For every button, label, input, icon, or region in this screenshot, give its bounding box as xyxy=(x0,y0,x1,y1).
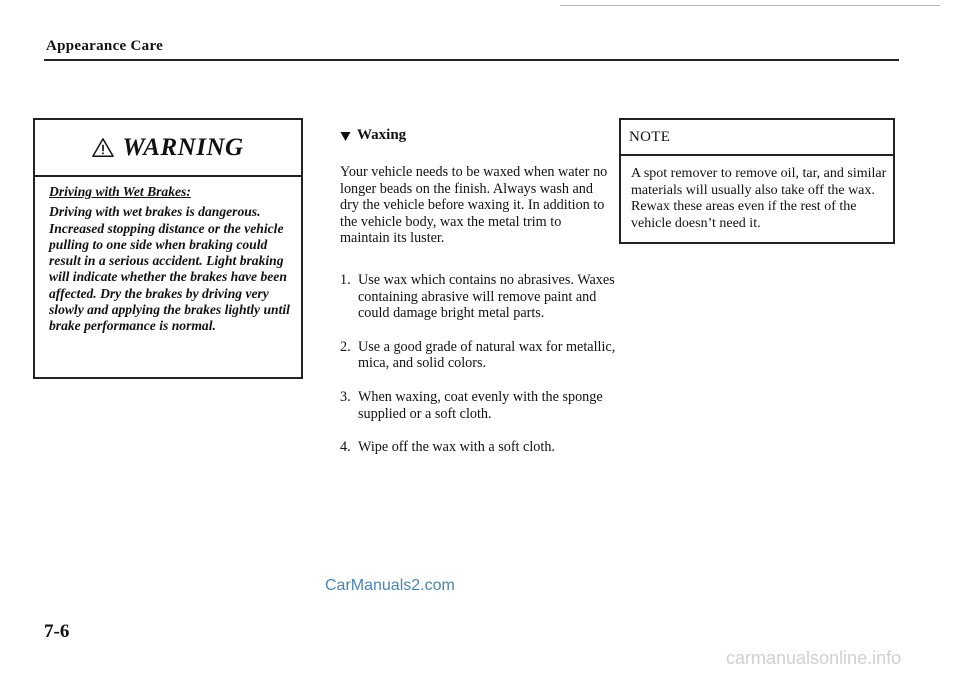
note-title: NOTE xyxy=(621,120,893,156)
warning-title: WARNING xyxy=(122,133,244,161)
footer-watermark: carmanualsonline.info xyxy=(726,648,902,668)
step-number: 2. xyxy=(340,338,351,355)
page-number: 7-6 xyxy=(44,621,70,642)
waxing-heading-label: Waxing xyxy=(357,127,407,143)
waxing-intro: Your vehicle needs to be waxed when water no longer beads on the finish. Always wash and dry the vehicle before waxing it. In addition to the vehicle body, wax the metal trim to maintain its luster. xyxy=(340,164,608,247)
triangle-down-icon xyxy=(340,131,351,141)
warning-text: Driving with wet brakes is dangerous. Increased stopping distance or the vehicle pulling to one side when braking could result in a serious accident. Light braking will indicate whether the brakes have been affected. Dry the brakes by driving very slowly and applying the brakes lightly until brake performance is normal. xyxy=(49,204,290,334)
top-hairline xyxy=(560,5,940,6)
warning-subtitle: Driving with Wet Brakes: xyxy=(49,184,191,199)
header-rule xyxy=(44,59,899,61)
step-text: Use a good grade of natural wax for metallic, mica, and solid colors. xyxy=(358,338,616,372)
step-number: 1. xyxy=(340,272,351,288)
list-item xyxy=(340,389,620,422)
list-item xyxy=(340,439,620,456)
step-text: When waxing, coat evenly with the sponge supplied or a soft cloth. xyxy=(358,388,603,422)
step-number: 3. xyxy=(340,388,351,405)
step-text: Wipe off the wax with a soft cloth. xyxy=(358,439,555,456)
warning-body xyxy=(49,184,295,335)
section-header: Appearance Care xyxy=(46,38,164,54)
note-body: A spot remover to remove oil, tar, and similar materials will usually also take off the wax. Rewax these areas even if the rest of the vehicle doesn’t need it. xyxy=(631,166,887,231)
step-number: 4. xyxy=(340,439,351,456)
list-item xyxy=(340,339,620,372)
warning-triangle-icon xyxy=(92,137,114,159)
waxing-steps xyxy=(340,272,620,473)
step-text: Use wax which contains no abrasives. Waxes containing abrasive will remove paint and could damage bright metal parts. xyxy=(358,272,615,322)
watermark-link[interactable]: CarManuals2.com xyxy=(325,577,455,594)
note-box xyxy=(619,118,895,244)
waxing-heading xyxy=(340,127,406,144)
warning-box xyxy=(33,118,303,379)
warning-header xyxy=(35,120,301,177)
list-item xyxy=(340,272,620,322)
